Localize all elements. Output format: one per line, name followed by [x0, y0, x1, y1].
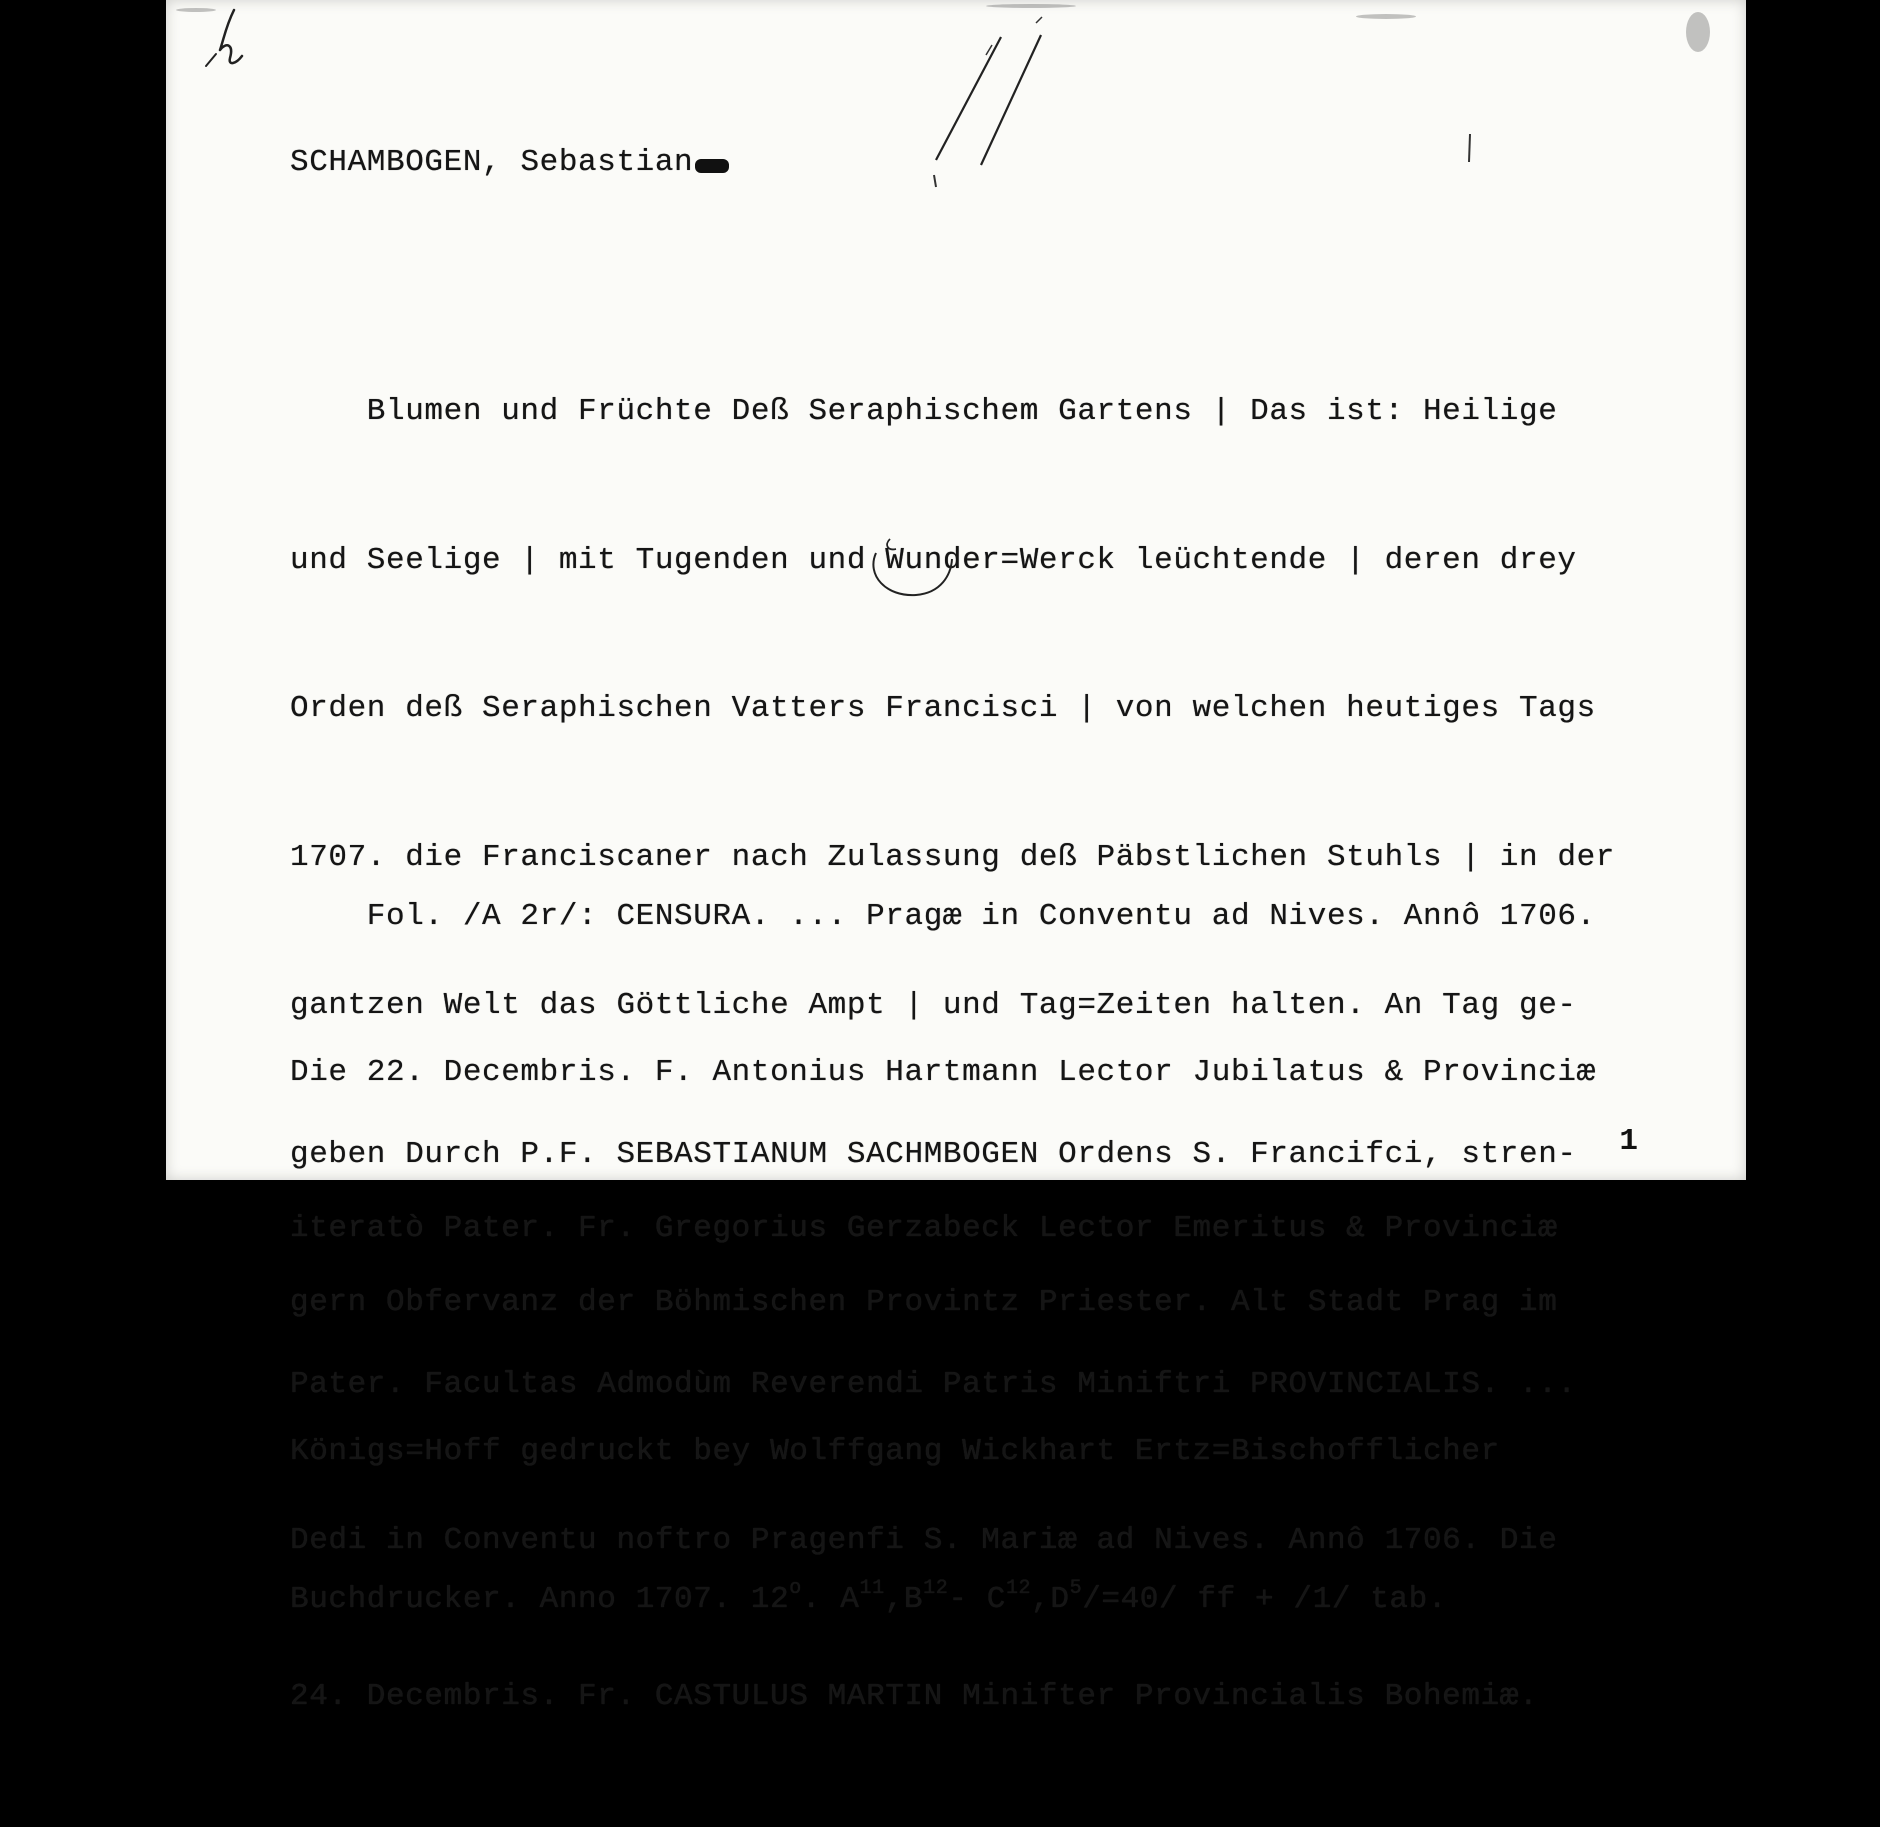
censura-line: Pater. Facultas Admodùm Reverendi Patris Miniftri PROVINCIALIS. ... [290, 1367, 1577, 1402]
handwritten-correction-icon [856, 535, 986, 607]
collation-line: Buchdrucker. Anno 1707. 12$^o$. $A^{11},B^{12}-$ $C^{12},D^5/=40/$ ff + /1/ tab. [290, 1577, 1448, 1617]
page-number: 1 [1619, 1124, 1638, 1159]
handwritten-mark-icon [196, 6, 256, 81]
blotted-mark-icon [695, 159, 729, 173]
pencil-strokes-icon [866, 15, 1166, 195]
index-card [166, 0, 1746, 1714]
entry-line: gantzen Welt das Göttliche Ampt | und Tag=Zeiten halten. An Tag ge- [290, 988, 1577, 1023]
entry-line: Königs=Hoff gedruckt bey Wolffgang Wickhart Ertz=Bischofflicher [290, 1433, 1500, 1469]
censura-line: 24. Decembris. Fr. CASTULUS MARTIN Minifter Provincialis Bohemiæ. [290, 1679, 1539, 1714]
entry-line: und Seelige | mit Tugenden und Wunder=Werck leüchtende | deren drey [290, 542, 1577, 578]
entry-heading [290, 139, 729, 187]
scan-speck [986, 4, 1076, 8]
pencil-tick-icon [1464, 132, 1476, 166]
entry-line: Blumen und Früchte Deß Seraphischem Gartens | Das ist: Heilige [290, 394, 1558, 429]
author-surname: SCHAMBOGEN, [290, 145, 502, 180]
author-forename: Sebastian [520, 145, 694, 180]
entry-line: gern Obfervanz der Böhmischen Provintz Priester. Alt Stadt Prag im [290, 1285, 1558, 1320]
entry-line: Orden deß Seraphischen Vatters Francisci | von welchen heutiges Tags [290, 691, 1596, 726]
censura-line: Fol. /A 2r/: CENSURA. ... Pragæ in Conventu ad Nives. Annô 1706. [290, 899, 1596, 934]
entry-line: geben Durch P.F. SEBASTIANUM SACHMBOGEN Ordens S. Francifci, stren- [290, 1136, 1577, 1172]
censura-line: Dedi in Conventu noftro Pragenfi S. Mariæ ad Nives. Annô 1706. Die [290, 1523, 1558, 1558]
scan-speck [1686, 12, 1710, 52]
censura-line: Die 22. Decembris. F. Antonius Hartmann Lector Jubilatus & Provinciæ [290, 1055, 1596, 1090]
entry-line: 1707. die Franciscaner nach Zulassung deß Päbstlichen Stuhls | in der [290, 839, 1616, 875]
censura-note [290, 787, 1596, 1827]
scan-speck [1356, 14, 1416, 19]
censura-line: iteratò Pater. Fr. Gregorius Gerzabeck Lector Emeritus & Provinciæ [290, 1211, 1558, 1246]
